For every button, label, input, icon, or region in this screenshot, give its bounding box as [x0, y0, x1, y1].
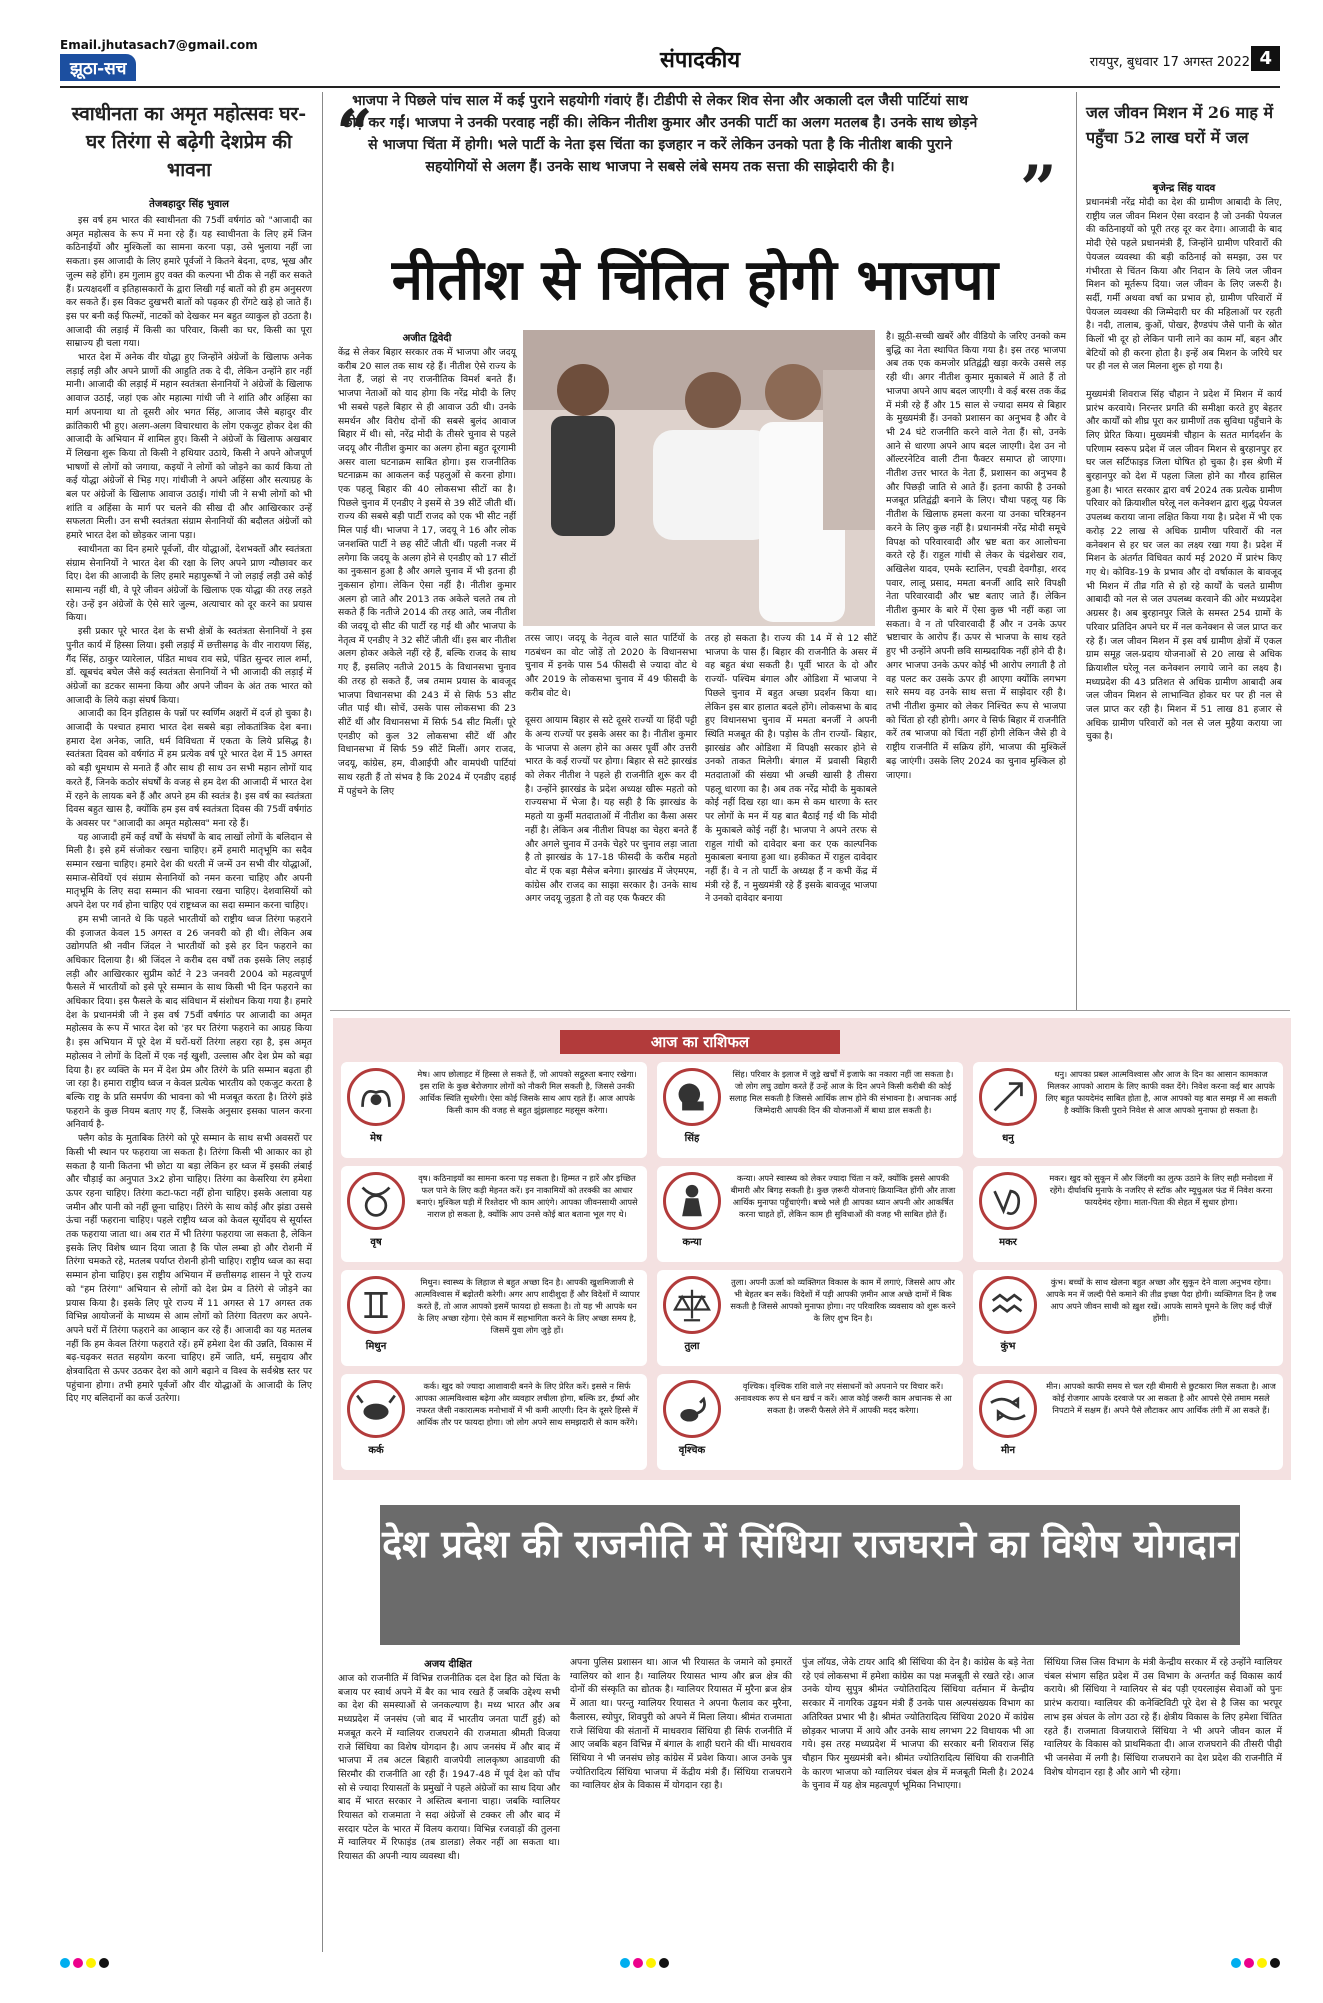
- taurus-icon: [347, 1172, 405, 1230]
- paragraph: स्वाधीनता का दिन हमारे पूर्वजों, वीर योद्धाओं, देशभक्तों और स्वतंत्रता संग्राम सेनानियों ने भारत देश की रक्षा के लिए अपने प्राण न्यौछावर कर दिए। देश की आजादी के लिए हमारे महापुरूषों ने जो लड़ाई लड़ी उसे कोई सामान्य नहीं थी, वे पूरे जीवन अंग्रेजों के खिलाफ एक योद्धा की तरह लड़ते रहे। उन्हें इन अंग्रेजों के ऐसे सारे जुल्म, अत्याचार को दूर करने का प्रयास किया।: [66, 543, 312, 624]
- sign-name: वृष: [370, 1237, 382, 1248]
- sign-forecast: सिंह। परिवार के इलाज में जुड़े खर्चों में इजाफे का नकारा नहीं जा सकता है। जो लोग लघु उद्योग करते हैं उन्हें आज के दिन अपने किसी करीबी की कोई सलाह मिल सकती है जिससे आर्थिक लाभ होने की संभावना है। अचानक आई जिम्मेदारी आपकी दिन की योजनाओं में बाधा डाल सकती है।: [729, 1069, 957, 1115]
- sagittarius-icon: [979, 1068, 1037, 1126]
- color-registration-marks: [60, 1958, 109, 1968]
- open-quote-mark: “: [336, 96, 373, 171]
- sign-name: कर्क: [368, 1445, 384, 1456]
- sign-name: सिंह: [684, 1133, 700, 1144]
- sign-forecast: मिथुन। स्वास्थ्य के लिहाज से बहुत अच्छा दिन है। आपकी खुशमिजाजी से आत्मविश्वास में बढ़ोतरी करेगी। अगर आप शादीशुदा हैं और विदेशों में व्यापार करते हैं, तो आज आपको इसमें फायदा हो सकता है। तो यह भी आपके धन के लिए अच्छा रहेगा। ऐसे काम में सहभागिता करने के लिए अच्छा समय है, जिसमें युवा लोग जुड़े हों।: [414, 1277, 640, 1335]
- rashifal-sign: [341, 1062, 647, 1158]
- cancer-icon: [347, 1380, 405, 1438]
- issue-date: रायपुर, बुधवार 17 अगस्त 2022: [1089, 55, 1250, 70]
- lead-column-1: केंद्र से लेकर बिहार सरकार तक में भाजपा और जदयू करीब 20 साल तक साथ रहे हैं। नीतीश ऐसे राज्य के नेता हैं, जहां से नए राजनीतिक विमर्श बनते हैं। भाजपा नेताओं को याद होगा कि नरेंद्र मोदी के लिए भी सबसे पहले बिहार से ही आवाज उठी थी। उनके समर्थन और विरोध दोनों की सबसे बुलंद आवाज बिहार में थी। सो, नरेंद्र मोदी के तीसरे चुनाव से पहले जदयू और नीतीश कुमार का अलग होना बहुत दूरगामी असर वाला घटनाक्रम साबित होगा। इस राजनीतिक घटनाक्रम का आकलन कई पहलुओं से करना होगा। एक पहलू बिहार की 40 लोकसभा सीटों का है। पिछले चुनाव में एनडीए ने इसमें से 39 सीटें जीती थीं। राज्य की सबसे बड़ी पार्टी राजद को एक भी सीट नहीं मिल पाई थी। भाजपा ने 17, जदयू ने 16 और लोक जनशक्ति पार्टी ने छह सीटें जीती थीं। पहली नजर में लगेगा कि जदयू के अलग होने से एनडीए को 17 सीटों का नुकसान हुआ है और अगले चुनाव में भी इतना ही नुकसान होगा। लेकिन ऐसा नहीं है। नीतीश कुमार अलग हो जाते और 2013 तक अकेले चलते तब तो सकते हैं कि नतीजे 2014 की तरह आते, जब नीतीश की जदयू दो सीट की पार्टी रह गई थी और भाजपा के नेतृत्व में एनडीए ने 32 सीटें जीती थीं। इस बार नीतीश अलग होकर अकेले नहीं रहे हैं, बल्कि राजद के साथ गए हैं, इसलिए नतीजे 2015 के विधानसभा चुनाव की तरह हो सकते हैं, जब तमाम प्रयास के बावजूद भाजपा विधानसभा की 243 में से सिर्फ 53 सीट जीत पाई थी। सोचें, उसके पास लोकसभा की 23 सीटें थीं और विधानसभा में सिर्फ 54 सीट मिलीं। पूरे एनडीए को कुल 32 लोकसभा सीटें थीं और विधानसभा में सिर्फ 59 सीटें मिलीं। अगर राजद, जदयू, कांग्रेस, हम, वीआईपी और वामपंथी पार्टियां साथ रहती हैं तो संभव है कि 2024 में एनडीए दहाई में पहुंचने के लिए: [338, 347, 519, 797]
- left-article-author: तेजबहादुर सिंह भुवाल: [149, 199, 229, 210]
- right-article-title: जल जीवन मिशन में 26 माह में पहुँचा 52 लाख घरों में जल: [1086, 103, 1274, 147]
- sign-forecast: कर्क। खुद को ज्यादा आशावादी बनने के लिए प्रेरित करें। इससे न सिर्फ आपका आत्मविश्वास बढ़ेगा और व्यवहार लचीला होगा, बल्कि डर, ईर्ष्या और नफरत जैसी नकारात्मक मनोभावों में भी कमी आएगी। दिन के दूसरे हिस्से में आर्थिक तौर पर फायदा होगा। जो लोग अपने साथ समझदारी से काम करेंगे।: [414, 1381, 639, 1427]
- paragraph: इसी प्रकार पूरे भारत देश के सभी क्षेत्रों के स्वतंत्रता सेनानियों ने इस पुनीत कार्य में हिस्सा लिया। इसी लड़ाई में छत्तीसगढ़ के वीर नारायण सिंह, गैंद सिंह, ठाकुर प्यारेलाल, पंडित माधव राव सप्रे, पंडित सुन्दर लाल शर्मा, डॉ. खूबचंद बघेल जैसे कई स्वतंत्रता सेनानियों ने भी आजादी की लड़ाई में अंग्रेजों का डटकर सामना किया और अपने जीवन के अंत तक भारत को आजादी के लिये कड़ा संघर्ष किया।: [66, 626, 312, 706]
- bottom-article-headline: देश प्रदेश की राजनीति में सिंधिया राजघराने का विशेष योगदान: [380, 1505, 1240, 1645]
- left-article-title: स्वाधीनता का अमृत महोत्सवः घर-घर तिरंगा से बढ़ेगी देशप्रेम की भावना: [71, 103, 307, 181]
- sign-forecast: वृश्चिक। वृश्चिक राशि वाले नए संसाधनों को अपनाने पर विचार करें। अनावश्यक रूप से धन खर्च न करें। आज कोई जरूरी काम अचानक से आ सकता है। जरूरी फैसले लेने में आपकी मदद करेगा।: [734, 1381, 952, 1415]
- lead-headline: नीतीश से चिंतित होगी भाजपा: [391, 247, 999, 313]
- lead-column-2: तरस जाए। जदयू के नेतृत्व वाले सात पार्टियों के गठबंधन का वोट जोड़ें तो 2020 के विधानसभा चुनाव में इनके पास 54 फीसदी से ज्यादा वोट थे और 2019 के लोकसभा चुनाव में 49 फीसदी के करीब वोट थे। दूसरा आयाम बिहार से सटे दूसरे राज्यों या हिंदी पट्टी के अन्य राज्यों पर इसके असर का है। नीतीश कुमार के भाजपा से अलग होने का असर पूर्वी और उत्तरी भारत के कई राज्यों पर होगा। बिहार से सटे झारखंड को लेकर नीतीश ने पहले ही राजनीति शुरू कर दी है। उन्होंने झारखंड के प्रदेश अध्यक्ष खीरू महतो को राज्यसभा में भेजा है। यह सही है कि झारखंड के महतो या कुर्मी मतदाताओं में नीतीश का कैसा असर नहीं है। लेकिन अब नीतीश विपक्ष का चेहरा बनते हैं और अगले चुनाव में उनके चेहरे पर चुनाव लड़ा जाता है तो झारखंड के 17-18 फीसदी के करीब महतो वोट में एक बड़ा मैसेज बनेगा। झारखंड में जेएमएम, कांग्रेस और राजद का साझा सरकार है। उनके साथ अगर जदयू जुड़ता है तो वह एक फैक्टर की: [525, 633, 697, 905]
- left-article-body: [66, 214, 312, 1946]
- pull-quote: भाजपा ने पिछले पांच साल में कई पुराने सहयोगी गंवाएं हैं। टीडीपी से लेकर शिव सेना और अकाली दल जैसी पार्टियां साथ छोड़ कर गईं। भाजपा ने उनकी परवाह नहीं की। लेकिन नीतीश कुमार और उनकी पार्टी का अलग मतलब है। उनके साथ छोड़ने से भाजपा चिंता में होगी। भले पार्टी के नेता इस चिंता का इजहार न करें लेकिन उनको पता है कि नीतीश बाकी पुराने सहयोगियों से अलग हैं। उनके साथ भाजपा ने सबसे लंबे समय तक सत्ता की साझेदारी की है।: [342, 93, 978, 175]
- sign-name: कुंभ: [1000, 1341, 1016, 1352]
- photo-illustration: [523, 330, 875, 626]
- leo-icon: [663, 1068, 721, 1126]
- bottom-article-author: अजय दीक्षित: [424, 1659, 472, 1670]
- rashifal-sign: [657, 1374, 963, 1470]
- right-article-body: प्रधानमंत्री नरेंद्र मोदी का देश की ग्रामीण आबादी के लिए, राष्ट्रीय जल जीवन मिशन ऐसा वरदान है जो उनकी पेयजल की कठिनाइयों को पूरी तरह दूर कर देगा। आजादी के बाद मोदी ऐसे पहले प्रधानमंत्री हैं, जिन्होंने ग्रामीण परिवारों की पेयजल व्यवस्था की बड़ी कठिनाई को समझा, उस पर गंभीरता से चिंतन किया और निदान के लिये जल जीवन मिशन को मूर्तरूप दिया। जल जीवन के लिए जरूरी है। सर्दी, गर्मी अथवा वर्षा का प्रभाव हो, ग्रामीण परिवारों में पेयजल व्यवस्था की जिम्मेदारी घर की महिलाओं पर रहती है। नदी, तालाब, कुओं, पोखर, हैण्डपंप जैसे पानी के स्रोत किलों भी दूर हो लेकिन पानी लाने का काम माँ, बहन और बेटियों को ही करना होता है। इन्हें अब मिशन के जरिये घर पर ही नल से जल मिलना शुरू हो गया है। मुख्यमंत्री शिवराज सिंह चौहान ने प्रदेश में मिशन में कार्य प्रारंभ करवाये। निरन्तर प्रगति की समीक्षा करते हुए बेहतर और कार्यों को शीघ्र पूरा कर ग्रामीणों तक सुविधा पहुँचाने के लिए प्रेरित किया। मुख्यमंत्री चौहान के सतत मार्गदर्शन के परिणाम स्वरूप प्रदेश में जल जीवन मिशन से बुरहानपुर हर घर जल सर्टिफाइड जिला घोषित हो चुका है। इस श्रेणी में बुरहानपुर को देश में पहला जिला होने का गौरव हासिल हुआ है। भारत सरकार द्वारा वर्ष 2024 तक प्रत्येक ग्रामीण परिवार को क्रियाशील घरेलू नल कनेक्शन द्वारा शुद्ध पेयजल उपलब्ध कराया जाना लक्षित किया गया है। प्रदेश में भी एक करोड़ 22 लाख से अधिक ग्रामीण परिवारों की नल कनेक्शन से हर घर जल का लक्ष्य रखा गया है। प्रदेश में मिशन के अंतर्गत विधिवत कार्य मई 2020 में प्रारंभ किए गए थे। कोविड-19 के प्रभाव और दो वर्षाकाल के बावजूद भी मिशन में तीव्र गति से हो रहे कार्यों के चलते ग्रामीण आबादी को नल से जल उपलब्ध करवाने की ओर मध्यप्रदेश अग्रसर है। अब बुरहानपुर जिले के समस्त 254 ग्रामों के परिवार प्रतिदिन अपने घर में नल कनेक्शन से जल प्राप्त कर रहे हैं। जल जीवन मिशन में इस वर्ष ग्रामीण क्षेत्रों में एकल ग्राम समूह जल-प्रदाय योजनाओं से 20 लाख से अधिक क्रियाशील घरेलू नल कनेक्शन लगाये जाने का लक्ष्य है। मध्यप्रदेश की 43 प्रतिशत से अधिक ग्रामीण आबादी अब जल जीवन मिशन से लाभान्वित होकर घर पर ही नल से जल प्राप्त कर रही है। मिशन में 51 लाख 81 हजार से अधिक ग्रामीण परिवारों को नल से जल मुहैया कराया जा चुका है।: [1086, 197, 1282, 743]
- bottom-column-1: आज को राजनीति में विभिन्न राजनीतिक दल देश हित को चिंता के बजाय पर स्वार्थ अपने में बैर का भाव रखते हैं जबकि उद्देश्य सभी का देश की समस्याओं से जनकल्याण है। मध्य भारत और अब मध्यप्रदेश में जनसंघ (जो बाद में भारतीय जनता पार्टी हुई) को मजबूत करने में ग्वालियर राजघराने की राजमाता श्रीमती विजया राजे सिंधिया का विशेष योगदान है। आप जनसंघ में और बाद में भाजपा में तब अटल बिहारी वाजपेयी लालकृष्ण आडवाणी की सिरमौर की राजनीति आ रही हैं। 1947-48 में पूर्व देश को पाँच सो से ज्यादा रियासतों के प्रमुखों ने पहले अंग्रेजों का साथ दिया और बाद में भारत सरकार ने अस्तित्व बनाना चाहा। जबकि ग्वालियर रियासत को राजमाता ने सदा अंग्रेजों से टक्कर ली और बाद में सरदार पटेल के भारत में विलय कराया। विभिन्न रजवाड़ों की तुलना में ग्वालियर में रिफाइंड (तब डालडा) लेकर नहीं आ सकता था। रियासत की अपनी न्याय व्यवस्था थी।: [338, 1673, 563, 1863]
- paragraph: हम सभी जानते थे कि पहले भारतीयों को राष्ट्रीय ध्वज तिरंगा फहराने की इजाजत केवल 15 अगस्त व 26 जनवरी को ही थी। लेकिन अब उद्योगपति श्री नवीन जिंदल ने भारतीयों को इसे हर दिन फहराने का अधिकार दिलाया है। श्री जिंदल ने करीब दस वर्षों तक इसके लिए लड़ाई लड़ी और आखिरकार सुप्रीम कोर्ट ने 23 जनवरी 2004 को महत्वपूर्ण फैसले में भारतीयों को इसे पूरे सम्मान के साथ किसी भी दिन फहराने का अधिकार दिया। इस फैसले के बाद संविधान में संशोधन किया गया है। हमारे देश के प्रधानमंत्री जी ने इस वर्ष 75वीं वर्षगांठ पर आजादी का अमृत महोत्सव के रूप में भारत देश को 'हर घर तिरंगा फहराने का आग्रह किया है। इस अभियान में पूरे देश में घरों-घरों तिरंगा लहरा रहा है, इस अमृत महोत्सव ने लोगों के दिलों में एक नई खुशी, उल्लास और देश प्रेम को बढ़ा दिया है। हर व्यक्ति के मन में देश प्रेम और तिरंगे के प्रति सम्मान बढ़ता ही जा रहा है। हमारा राष्ट्रीय ध्वज न केवल प्रत्येक भारतीय को एकजुट करता है बल्कि राष्ट्र के प्रति समर्पण की भावना को भी मजबूत करता है। तिरंगे झंडे फहराने के कुछ नियम बताए गए हैं, जिसके अनुसार इसका पालन करना अनिवार्य है-: [66, 913, 312, 1131]
- rashifal-sign: [657, 1062, 963, 1158]
- sign-name: मेष: [370, 1133, 382, 1144]
- masthead: [60, 38, 1280, 84]
- color-registration-marks: [620, 1958, 669, 1968]
- sign-forecast: मेष। आप छोलाहट में हिस्सा ले सकते हैं, जो आपको सद्गुरुता बनाए रखेगा। इस राशि के कुछ बेरोजगार लोगों को नौकरी मिल सकती है, जिससे उनकी आर्थिक स्थिति सुधरेगी। ऐसा कोई जिसके साथ आप रहते हैं। आज आपके किसी काम की वजह से बहुत झुंझलाहट महसूस करेगा।: [417, 1069, 637, 1115]
- sign-name: वृश्चिक: [678, 1445, 706, 1456]
- sign-forecast: तुला। अपनी ऊर्जा को व्यक्तिगत विकास के काम में लगाएं, जिससे आप और भी बेहतर बन सकें। विदेशों में पड़ी आपकी ज़मीन आज अच्छे दामों में बिक सकती है जिससे आपको मुनाफा होगा। नए परिवारिक व्यवसाय को शुरू करने के लिए शुभ दिन है।: [730, 1277, 956, 1323]
- sign-name: धनु: [1002, 1133, 1014, 1144]
- rashifal-sign: [657, 1166, 963, 1262]
- lead-column-4: है। झूठी-सच्ची खबरें और वीडियो के जरिए उनको कम बुद्धि का नेता स्थापित किया गया है। इस तरह भाजपा अब तक एक कमजोर प्रतिद्वंद्वी खड़ा करके उससे लड़ रही थी। अगर नीतीश कुमार मुकाबले में आते हैं तो भाजपा अपने आप बदल जाएगी। वे कई बरस तक केंद्र में मंत्री रहे हैं और 15 साल से ज्यादा समय से बिहार के मुख्यमंत्री हैं। उनको प्रशासन का अनुभव है और वे भी 24 घंटे राजनीति करने वाले नेता हैं। सो, उनके आने से धारणा अपने आप बदल जाएगी। देश उन नो ऑल्टरनेटिव वाली टीना फैक्टर समाप्त हो जाएगा। नीतीश उत्तर भारत के नेता हैं, प्रशासन का अनुभव है और पिछड़ी जाति से आते हैं। इतना काफी है उनको मजबूत प्रतिद्वंद्वी बनाने के लिए। चौथा पहलू यह कि नीतीश के खिलाफ हमला करना या उनका चरित्रहनन करने के लिए कुछ नहीं है। प्रधानमंत्री नरेंद्र मोदी समूचे विपक्ष को परिवारवादी और भ्रष्ट बता कर आलोचना करते रहे हैं। राहुल गांधी से लेकर के चंद्रशेखर राव, अखिलेश यादव, एमके स्टालिन, एचडी देवगौड़ा, शरद पवार, लालू प्रसाद, ममता बनर्जी आदि सारे विपक्षी नेता परिवारवादी और भ्रष्ट बताए जाते हैं। लेकिन नीतीश कुमार के बारे में ऐसा कुछ भी नहीं कहा जा सकता। वे न तो परिवारवादी हैं और न उनके ऊपर भ्रष्टाचार के आरोप हैं। ऊपर से भाजपा के साथ रहते हुए भी उन्होंने अपनी छवि साम्प्रदायिक नहीं होने दी है। अगर भाजपा उनके ऊपर कोई भी आरोप लगाती है तो वह पलट कर उसके ऊपर ही आएगा क्योंकि लगभग सारे समय वह उनके साथ सत्ता में साझेदार रही है। तभी नीतीश कुमार को लेकर निश्चित रूप से भाजपा को चिंता हो रही होगी। अगर वे सिर्फ बिहार में राजनीति करें तब भाजपा को चिंता नहीं होगी लेकिन जैसे ही वे राष्ट्रीय राजनीति में सक्रिय होंगे, भाजपा की मुश्किलें बढ़ जाएंगी। उसके लिए 2024 का चुनाव मुश्किल हो जाएगा।: [886, 331, 1069, 781]
- sign-name: मिथुन: [365, 1341, 387, 1352]
- rashifal-sign: [973, 1270, 1283, 1366]
- sign-forecast: मकर। खुद को सुकून में और जिंदगी का लुत्फ उठाने के लिए सही मनोदशा में रहेंगे। दीर्घावधि मुनाफे के नजरिए से स्टॉक और म्यूचुअल फंड में निवेश करना फायदेमंद रहेगा। माता-पिता की सेहत में सुधार होगा।: [1049, 1173, 1273, 1207]
- pisces-icon: [979, 1380, 1037, 1438]
- sign-name: मीन: [1000, 1445, 1016, 1456]
- sign-forecast: कन्या। अपने स्वास्थ्य को लेकर ज्यादा चिंता न करें, क्योंकि इससे आपकी बीमारी और बिगड़ सकती है। कुछ ज़रूरी योजनाएं क्रियान्वित होंगी और ताजा आर्थिक मुनाफा पहुँचाएंगी। बच्चे भले ही आपका ध्यान अपनी ओर आकर्षित करना चाहते हों, लेकिन काम ही सुविधाओं की वजह भी साबित होते हैं।: [730, 1173, 956, 1219]
- paragraph: आजादी का दिन इतिहास के पन्नों पर स्वर्णिम अक्षरों में दर्ज हो चुका है। आजादी के पश्चात हमारा भारत देश सबसे बड़ा लोकतांत्रिक देश बना। हमारा देश अनेक, जाति, धर्म विविधता में एकता के लिये प्रसिद्ध है। स्वतंत्रता दिवस को वर्षगांठ में हम प्रत्येक वर्ष पूरे भारत देश में 15 अगस्त को बड़ी धूमधाम से मनाते हैं और साथ ही साथ उन सभी महान लोगों याद करते हैं, जिनके कठोर संघर्षों के वजह से हम देश की आजादी में भारत देश में रहने के लायक बने हैं और अपने हम की स्वतंत्र है। इस वर्ष का स्वतंत्रता दिवस बहुत खास है, क्योंकि हम इस वर्ष स्वतंत्रता दिवस की 75वीं वर्षगांठ के अवसर पर "आजादी का अमृत महोत्सव" मना रहे हैं।: [66, 708, 312, 829]
- aquarius-icon: [979, 1276, 1037, 1334]
- column-divider: [322, 92, 323, 1952]
- close-quote-mark: ”: [1020, 152, 1057, 227]
- gemini-icon: [347, 1276, 405, 1334]
- print-registration-bar: [60, 1958, 1280, 1972]
- libra-icon: [663, 1276, 721, 1334]
- right-article-author: बृजेन्द्र सिंह यादव: [1152, 183, 1216, 194]
- bottom-column-4: सिंधिया जिस जिस विभाग के मंत्री केन्द्रीय सरकार में रहे उन्होंने ग्वालियर चंबल संभाग सहित प्रदेश में उस विभाग के अन्तर्गत कई विकास कार्य कराये। श्री सिंधिया ने ग्वालियर से बंद पड़ी एयरलाइंस सेवाओं को पुनः प्रारंभ कराया। ग्वालियर की कनेक्टिविटी पूरे देश से है जिस का भरपूर लाभ इस अंचल के लोग उठा रहे हैं। क्षेत्रीय विकास के लिए हमेशा चिंतित रहते हैं। राजमाता विजयाराजे सिंधिया ने भी अपने जीवन काल में ग्वालियर के विकास को प्राथमिकता दी। आज राजघराने की तीसरी पीढ़ी भी जनसेवा में लगी है। सिंधिया राजघराने का देश प्रदेश की राजनीति में विशेष योगदान रहा है और आगे भी रहेगा।: [1044, 1657, 1285, 1778]
- rashifal-sign: [341, 1166, 647, 1262]
- rashifal-sign: [341, 1270, 647, 1366]
- section-title: संपादकीय: [660, 48, 741, 73]
- sign-name: कन्या: [682, 1237, 702, 1248]
- politicians-photo: [523, 330, 875, 626]
- sign-forecast: धनु। आपका प्रबल आत्मविश्वास और आज के दिन का आसान कामकाज मिलकर आपको आराम के लिए काफी वक्त देंगे। निवेश करना कई बार आपके लिए बहुत फायदेमंद साबित होता है, आज आपको यह बात समझ में आ सकती है क्योंकि किसी पुराने निवेश से आज आपको मुनाफा हो सकता है।: [1045, 1069, 1277, 1115]
- color-registration-marks: [1231, 1958, 1280, 1968]
- paragraph: यह आजादी हमें कई वर्षों के संघर्षों के बाद लाखों लोगों के बलिदान से मिली है। इसे हमें संजोकर रखना चाहिए। हमें हमारी मातृभूमि का सदैव सम्मान रखना चाहिए। हमारे देश की धरती में जन्में उन सभी वीर योद्धाओं, समाज-सेवियों एवं संग्राम सेनानियों को नमन करना चाहिए और अपनी मातृभूमि के लिए सदा सम्मान की भावना रखना चाहिए। देशवासियों को अपने देश पर गर्व होना चाहिए एवं राष्ट्रध्वज का सदा सम्मान करना चाहिए।: [66, 831, 312, 912]
- rashifal-title: आज का राशिफल: [560, 1030, 840, 1054]
- newspaper-logo: झूठा-सच: [60, 54, 136, 81]
- rashifal-sign: [657, 1270, 963, 1366]
- paragraph: इस वर्ष हम भारत की स्वाधीनता की 75वीं वर्षगांठ को "आजादी का अमृत महोत्सव के रूप में मना रहे हैं। यह स्वाधीनता के लिए हमें जिन कठिनाईयों और मुश्किलों का सामना करना पड़ा, उसे भुलाया नहीं जा सकता। इस आजादी के लिए हमारे पूर्वजों ने कितने बेदना, दण्ड, भूख और जुल्म सहे होंगे। हम गुलाम हुए वक्त की कल्पना भी ठीक से नहीं कर सकते हैं। प्रत्यक्षदर्शी व इतिहासकारों के द्वारा लिखी गई बातों को ही हम अनुसरण कर सकते हैं। इस विकट दुखभरी बातों को पढ़कर ही रोंगटे खड़े हो जाते हैं। इस पर बनी कई फिल्मों, नाटकों को देखकर मन बहुत व्याकुल हो उठता है। आजादी की लड़ाई में किसी का परिवार, किसी का घर, किसी का पूरा साम्राज्य ही चला गया।: [66, 215, 312, 350]
- rashifal-sign: [341, 1374, 647, 1470]
- page-number: 4: [1251, 46, 1280, 71]
- rashifal-sign: [973, 1374, 1283, 1470]
- header-rule: [60, 86, 1280, 88]
- sign-forecast: कुंभ। बच्चों के साथ खेलना बहुत अच्छा और सुकून देने वाला अनुभव रहेगा। आपके मन में जल्दी पैसे कमाने की तीव्र इच्छा पैदा होगी। व्यक्तिगत दिन है जब आप अपने जीवन साथी को ख़ुश रखें। आपके सामने घूमने के लिए कई चीज़ें होंगी।: [1045, 1277, 1277, 1323]
- lead-author: अजीत द्विवेदी: [402, 333, 452, 344]
- sign-forecast: वृष। कठिनाइयों का सामना करना पड़ सकता है। हिम्मत न हारें और इच्छित फल पाने के लिए कड़ी मेहनत करें। इन नाकामियों को तरक्की का आधार बनाएं। मुश्किल घड़ी में रिश्तेदार भी काम आएंगे। आपका जीवनसाथी आपसे नाराज हो सकता है, क्योंकि आप उनसे कोई बात बताना भूल गए थे।: [416, 1173, 638, 1219]
- bottom-column-2: अपना पुलिस प्रशासन था। आज भी रियासत के जमाने को इमारतें ग्वालियर को शान है। ग्वालियर रियासत भाग्य और ब्रज क्षेत्र की दोनों की संस्कृति का द्योतक है। ग्वालियर रियासत में मुरैना ब्रज क्षेत्र में आता था। परन्तु ग्वालियर रियासत ने अपना फैलाव कर मुरैना, कैलारस, स्योपुर, शिवपुरी को अपने में मिला लिया। श्रीमंत राजमाता राजे सिंधिया की संतानों में माधवराव सिंधिया ही सिर्फ राजनीति में आए जबकि बहन विभिन्न में बंगाल के शाही घराने की थीं। माधवराव सिंधिया ने भी जनसंघ छोड़ कांग्रेस में प्रवेश किया। आज उनके पुत्र ज्योतिरादित्य सिंधिया भाजपा में केंद्रीय मंत्री हैं। सिंधिया राजघराने का ग्वालियर क्षेत्र के विकास में योगदान रहा है।: [570, 1657, 795, 1792]
- capricorn-icon: [979, 1172, 1037, 1230]
- rashifal-sign: [973, 1062, 1283, 1158]
- lead-column-3: तरह हो सकता है। राज्य की 14 में से 12 सीटें भाजपा के पास हैं। बिहार की राजनीति के असर में वह बहुत बंधा सकती है। पूर्वी भारत के दो और राज्यों- पश्चिम बंगाल और ओडिशा में भाजपा ने पिछले चुनाव में बहुत अच्छा प्रदर्शन किया था। लेकिन इस बार हालात बदले होंगे। लोकसभा के बाद हुए विधानसभा चुनाव में ममता बनर्जी ने अपनी स्थिति मजबूत की है। पड़ोस के तीन राज्यों- बिहार, झारखंड और ओडिशा में विपक्षी सरकार होने से उनको ताकत मिलेगी। बंगाल में प्रवासी बिहारी मतदाताओं की संख्या भी अच्छी खासी है तीसरा पहलू धारणा का है। अब तक नरेंद्र मोदी के मुकाबले कोई नहीं दिख रहा था। कम से कम धारणा के स्तर पर लोगों के मन में यह बात बैठाई गई थी कि मोदी के मुकाबले कोई नहीं है। भाजपा ने अपने तरफ से राहुल गांधी को दावेदार बना कर एक काल्पनिक मुकाबला बनाया हुआ था। हकीकत में राहुल दावेदार नहीं हैं। वे न तो पार्टी के अध्यक्ष हैं न कभी केंद्र में मंत्री रहे हैं, न मुख्यमंत्री रहे हैं इसके बावजूद भाजपा ने उनको दावेदार बनाया: [705, 633, 880, 905]
- scorpio-icon: [663, 1380, 721, 1438]
- aries-icon: [347, 1068, 405, 1126]
- email-address[interactable]: Email.jhutasach7@gmail.com: [60, 38, 258, 52]
- section-rule: [330, 1010, 1290, 1011]
- paragraph: फ्लैग कोड के मुताबिक तिरंगे को पूरे सम्मान के साथ सभी अवसरों पर किसी भी स्थान पर फहराया जा सकता है। तिरंगा किसी भी आकार का हो सकता है यानी कितना भी छोटा या बड़ा लेकिन हर ध्वज में इसकी लंबाई और चौड़ाई का अनुपात 3x2 होना चाहिए। तिरंगा का केसरिया रंग हमेशा ऊपर रहना चाहिए। तिरंगा कटा-फटा नहीं होना चाहिए। इसके अलावा यह जमीन और पानी को नहीं छूना चाहिए। तिरंगे के साथ कोई और झंडा उससे ऊंचा नहीं फहराना चाहिए। पहले राष्ट्रीय ध्वज को केवल सूर्योदय से सूर्यास्त तक फहराया जाता था। अब रात में भी तिरंगा फहराया जा सकता है, लेकिन इसके लिए विशेष ध्यान दिया जाता है कि पोल लम्बा हो और रोशनी में तिरंगा चमकते रहे, मतलब पर्याप्त रोशनी होनी चाहिए। राष्ट्रीय ध्वज का सदा सम्मान होना चाहिए। इस राष्ट्रीय अभियान में छत्तीसगढ़ शासन ने पूरे राज्य को "हम तिरंगा" अभियान से लोगों को देश प्रेम व तिरंगे से जोड़ने का प्रयास किया है। इसके लिए पूरे राज्य में 11 अगस्त से 17 अगस्त तक विभिन्न आयोजनों के माध्यम से आम लोगों को तिरंगा वितरण कर अपने-अपने घरों में तिरंगा फहराने का आव्हान कर रहे हैं। आजादी का यह मतलब नहीं कि हम केवल तिरंगा फहराते रहें। हमें हमेशा देश की उन्नति, विकास में बढ़-चढ़कर सतत सहयोग करना चाहिए। हमें जाति, धर्म, समुदाय और क्षेत्रवादिता से ऊपर उठकर देश को आगे बढ़ाने व विश्व के सर्वश्रेष्ठ स्तर पर पहुंचाना होगा। तभी हमारे पूर्वजों और वीर योद्धाओं के आजादी के लिए दिए गए बलिदानों का कर्ज उतरेगा।: [66, 1133, 312, 1405]
- bottom-column-3: पुंज लॉयड, जेके टायर आदि श्री सिंधिया की देन है। कांग्रेस के बड़े नेता रहे एवं लोकसभा में हमेशा कांग्रेस का पक्ष मजबूती से रखते रहे। आज उनके योग्य सुपुत्र श्रीमंत ज्योतिरादित्य सिंधिया वर्तमान में केन्द्रीय सरकार में नागरिक उड्डयन मंत्री हैं उनके पास अल्पसंख्यक विभाग का अतिरिक्त प्रभार भी है। श्रीमंत ज्योतिरादित्य सिंधिया 2020 में कांग्रेस छोड़कर भाजपा में आये और उनके साथ लगभग 22 विधायक भी आ गये। इस तरह मध्यप्रदेश में भाजपा की सरकार बनी शिवराज सिंह चौहान फिर मुख्यमंत्री बने। श्रीमंत ज्योतिरादित्य सिंधिया की राजनीति के कारण भाजपा को ग्वालियर चंबल क्षेत्र में मजबूती मिली है। 2024 के चुनाव में यह क्षेत्र महत्वपूर्ण भूमिका निभाएगा।: [802, 1657, 1037, 1792]
- column-divider: [1076, 92, 1077, 1010]
- virgo-icon: [663, 1172, 721, 1230]
- sign-name: तुला: [684, 1341, 700, 1352]
- paragraph: भारत देश में अनेक वीर योद्धा हुए जिन्होंने अंग्रेजों के खिलाफ अनेक लड़ाई लड़ी और अपने प्राणों की आहुति तक दे दी, लेकिन उन्होंने हार नहीं मानी। आजादी की लड़ाई में महान स्वतंत्रता सेनानियों ने अंग्रेजों के खिलाफ आवाज उठाई, जहां एक ओर महात्मा गांधी जी ने शांति और अहिंसा का मार्ग अपनाया था तो दूसरी ओर भगत सिंह, आजाद जैसे बहादुर वीर क्रांतिकारी भी हुए। अलग-अलग विचारधारा के लोग एकजुट होकर देश की आजादी के अभियान में शामिल हुए। किसी ने अंग्रेजों के खिलाफ अखबार में लिखना शुरू किया तो किसी ने हथियार उठाये, किसी ने अपने ओजपूर्ण भाषणों से लोगों को जगाया, कइयों ने लोगों को जोड़ने का कार्य किया तो कई योद्धा अंग्रेजों से भिड़ गए। गांधीजी ने अपने अहिंसा और सत्याग्रह के बल पर अंग्रेजों के खिलाफ आवाज उठाई। गांधी जी ने सभी लोगों को भी शांति व अहिंसा के मार्ग पर चलने की सीख दी और आखिरकार उन्हें सफलता मिली। उन सभी स्वतंत्रता संग्राम सेनानियों की बदौलत अंग्रेजों को हमारे भारत देश को छोड़कर जाना पड़ा।: [66, 352, 312, 542]
- rashifal-sign: [973, 1166, 1283, 1262]
- sign-forecast: मीन। आपको काफी समय से चल रही बीमारी से छुटकारा मिल सकता है। आज कोई रोजगार आपके दरवाजे पर आ सकता है और आपसे ऐसे तमाम मसले निपटाने में सक्षम हैं। अपने पैसे लौटाकर आप आर्थिक तंगी में आ सकते हैं।: [1046, 1381, 1276, 1415]
- sign-name: मकर: [999, 1237, 1017, 1248]
